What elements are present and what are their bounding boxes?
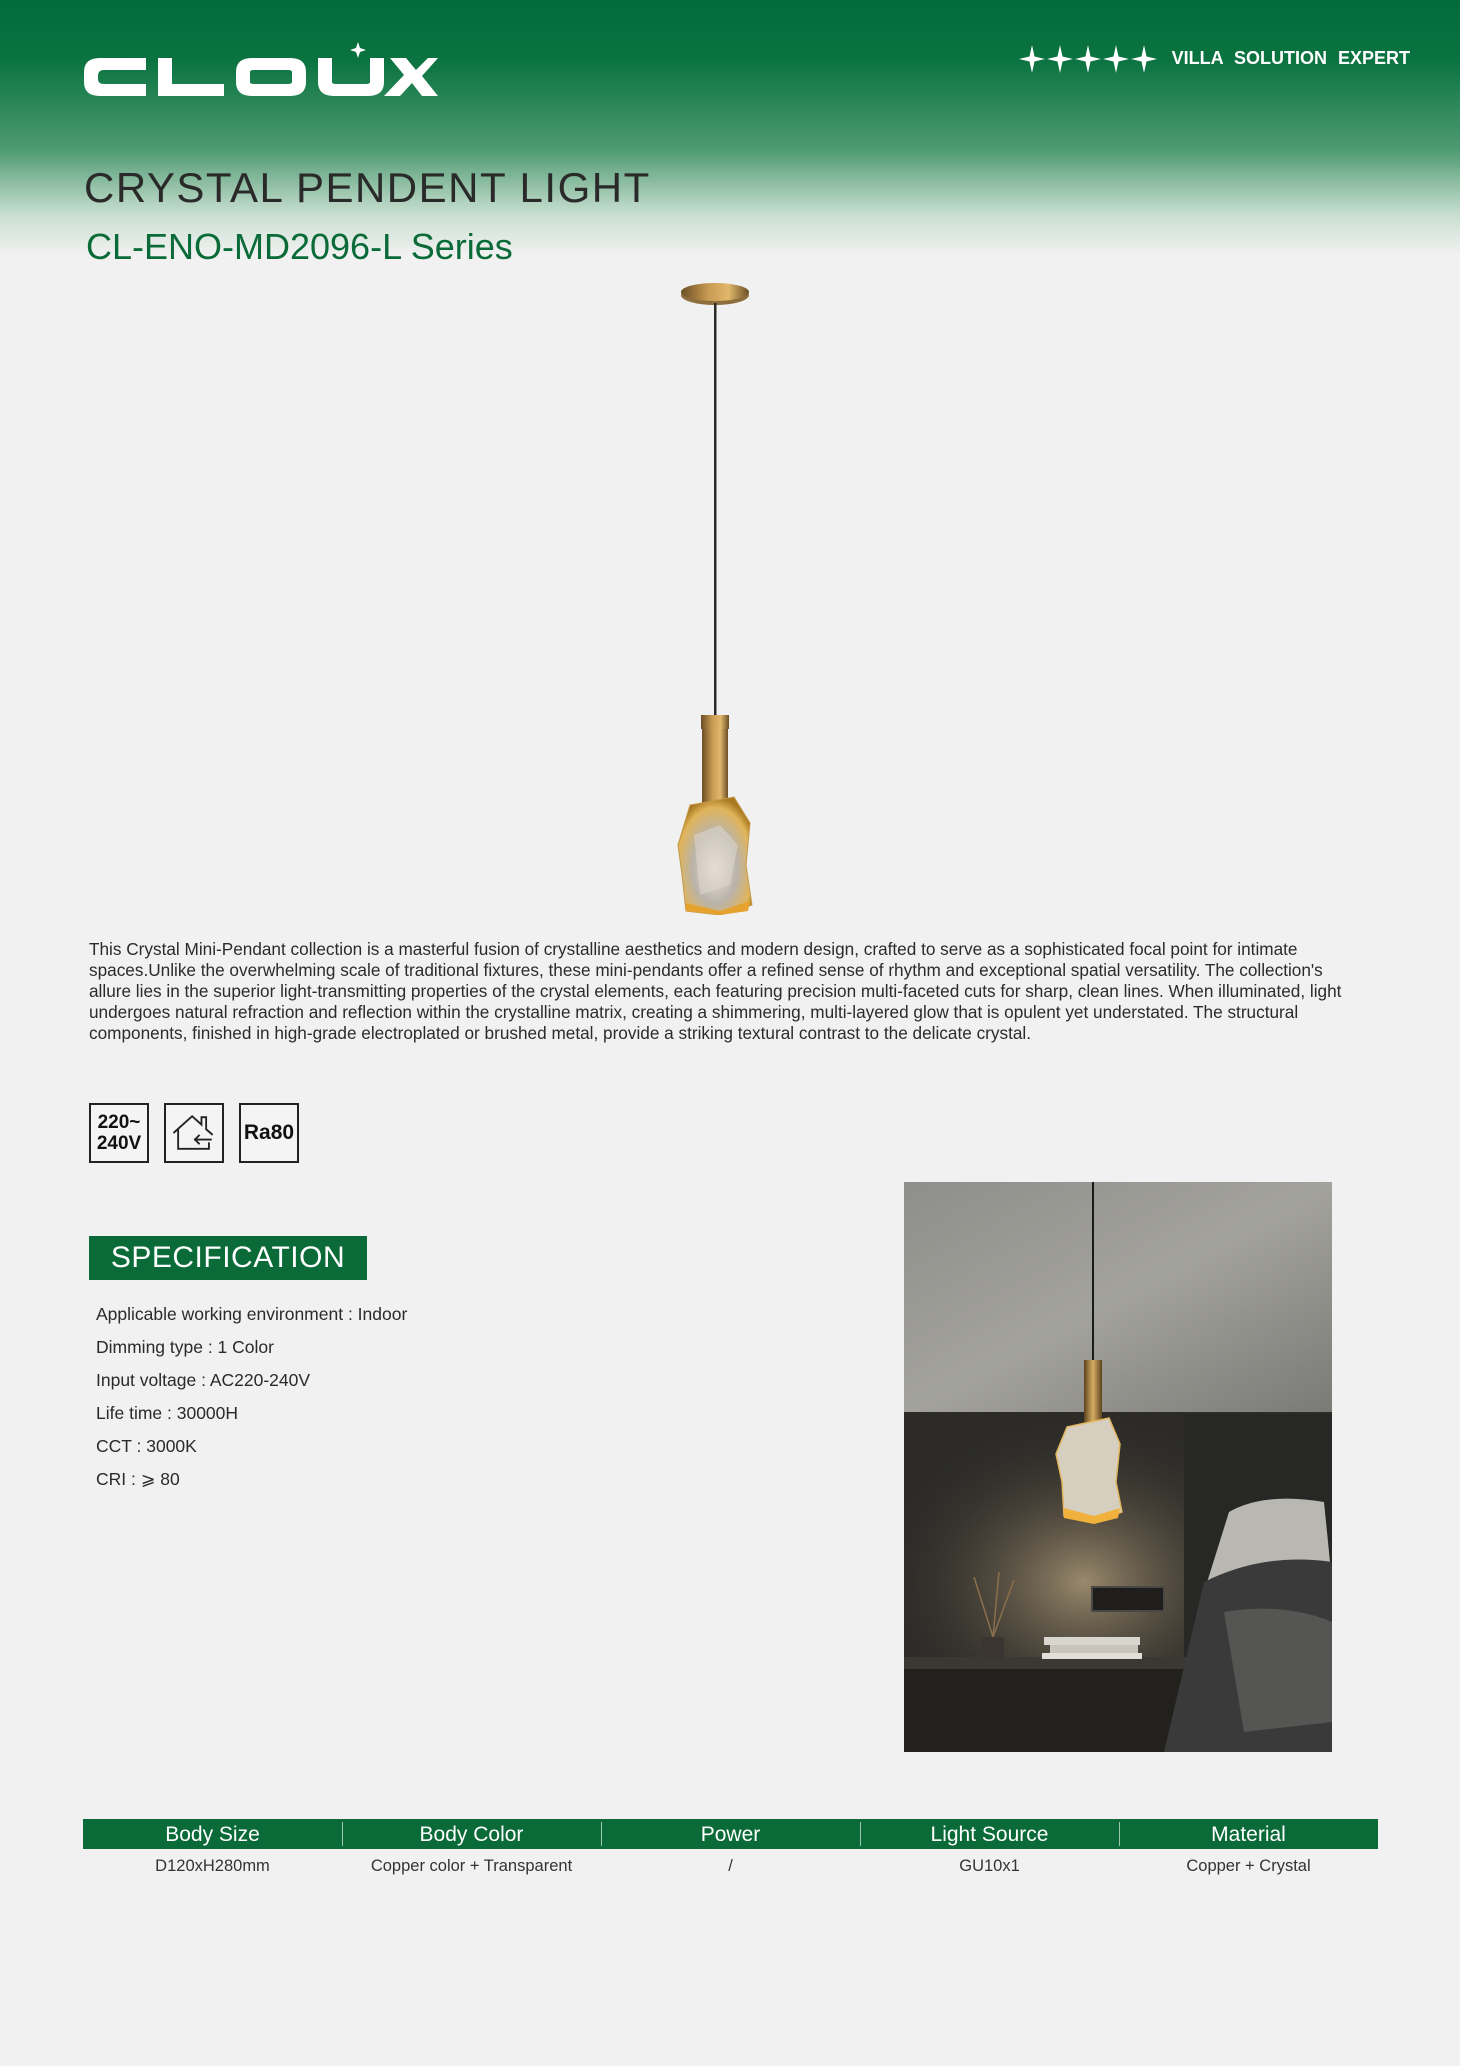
product-description: This Crystal Mini-Pendant collection is a masterful fusion of crystalline aesthetics and modern design, crafted to serve as a sophisticated focal point for intimate spaces.Unlike the overwhelming scale of traditional fixtures, these mini-pendants offer a refined sense of rhythm and exceptional spatial versatility. The collection's allure lies in the superior light-transmitting properties of the crystal elements, each featuring precision multi-faceted cuts for sharp, clean lines. When illuminated, light undergoes natural refraction and reflection within the crystalline matrix, creating a shimmering, multi-layered glow that is opulent yet understated. The structural components, finished in high-grade electroplated or brushed metal, provide a striking textural contrast to the delicate crystal.	[89, 939, 1342, 1043]
spec-item: Life time : 30000H	[96, 1403, 239, 1423]
cell-material: Copper + Crystal	[1186, 1857, 1311, 1875]
voltage-badge-line1: 220~	[97, 1112, 141, 1133]
header-band	[0, 0, 1460, 260]
page-title: CRYSTAL PENDENT LIGHT	[84, 164, 651, 211]
spec-item: Dimming type : 1 Color	[96, 1337, 274, 1357]
column-header-body-size: Body Size	[165, 1823, 260, 1846]
series-subtitle: CL-ENO-MD2096-L Series	[86, 226, 513, 267]
indoor-house-icon	[164, 1103, 224, 1163]
bedroom-scene-photo	[904, 1182, 1332, 1752]
column-header-power: Power	[601, 1819, 860, 1849]
cri-badge: Ra80	[239, 1103, 299, 1163]
cloux-logo	[84, 42, 438, 104]
cell-power: /	[728, 1857, 733, 1875]
spec-item: CRI : ⩾ 80	[96, 1469, 180, 1489]
voltage-badge-line2: 240V	[96, 1133, 142, 1154]
column-header-material: Material	[1119, 1819, 1378, 1849]
spec-item: CCT : 3000K	[96, 1436, 197, 1456]
table-row	[83, 1857, 1378, 1876]
spec-item: Input voltage : AC220-240V	[96, 1370, 311, 1390]
column-header-body-color: Body Color	[342, 1819, 601, 1849]
specification-list	[96, 1303, 407, 1501]
cell-body-size: D120xH280mm	[155, 1857, 270, 1875]
five-stars-icon	[1018, 42, 1160, 76]
spec-table-header	[83, 1819, 1378, 1849]
spec-item: Applicable working environment : Indoor	[96, 1304, 408, 1324]
cell-light-source: GU10x1	[959, 1857, 1020, 1875]
cell-body-color: Copper color + Transparent	[370, 1857, 573, 1875]
tagline: VILLA SOLUTION EXPERT	[1171, 48, 1410, 68]
specification-heading: SPECIFICATION	[89, 1236, 367, 1280]
column-header-light-source: Light Source	[860, 1819, 1119, 1849]
crystal-pendant-product-photo	[660, 275, 770, 915]
voltage-badge	[89, 1103, 149, 1163]
